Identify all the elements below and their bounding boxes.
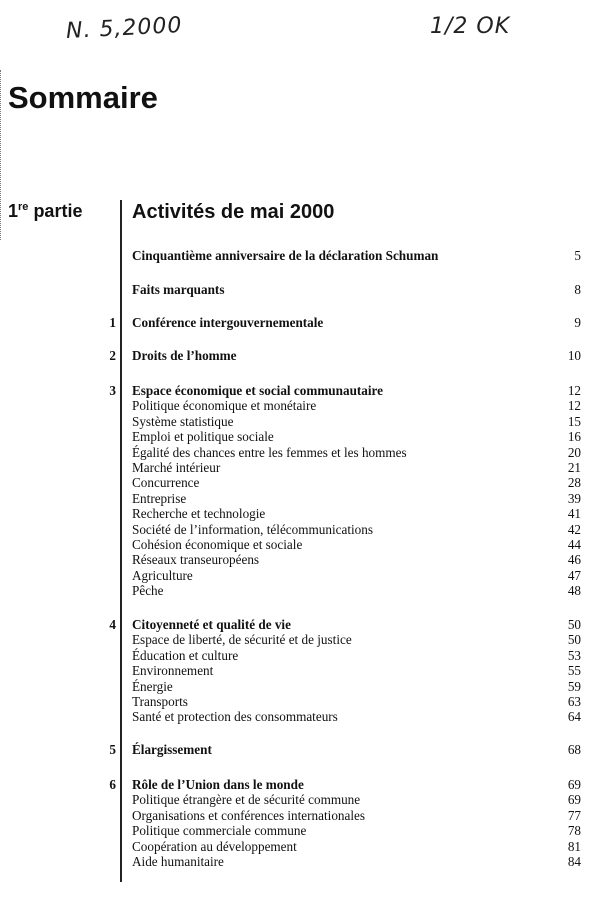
toc-entry-row[interactable] xyxy=(0,506,601,521)
toc-entry-label: Citoyenneté et qualité de vie xyxy=(132,617,291,632)
toc-page-number: 55 xyxy=(567,663,581,679)
toc-page-number: 9 xyxy=(574,315,581,330)
toc-entry-row[interactable] xyxy=(0,648,601,663)
toc-heading-row[interactable] xyxy=(0,315,601,330)
toc-entry-row[interactable] xyxy=(0,709,601,724)
toc-entry-row[interactable] xyxy=(0,792,601,807)
toc-page-number: 12 xyxy=(567,383,581,398)
toc-entry-label: Recherche et technologie xyxy=(132,506,266,522)
toc-entry-label: Politique économique et monétaire xyxy=(132,398,317,414)
toc-page-number: 84 xyxy=(567,853,581,869)
toc-entry-row[interactable] xyxy=(0,445,601,460)
toc-entry-label: Espace de liberté, de sécurité et de justice xyxy=(132,632,352,648)
toc-page-number: 63 xyxy=(567,693,581,709)
toc-entry-label: Élargissement xyxy=(132,742,212,757)
toc-entry-label: Santé et protection des consommateurs xyxy=(132,709,338,725)
toc-page-number: 46 xyxy=(567,552,581,568)
chapter-number: 1 xyxy=(109,315,116,330)
toc-entry-row[interactable] xyxy=(0,839,601,854)
toc-entry-row[interactable] xyxy=(0,537,601,552)
part-word: partie xyxy=(33,201,83,221)
chapter-number: 4 xyxy=(109,617,116,632)
toc-entry-label: Transports xyxy=(132,693,188,709)
toc-entry-row[interactable] xyxy=(0,679,601,694)
toc-entry-row[interactable] xyxy=(0,429,601,444)
toc-page-number: 42 xyxy=(567,521,581,537)
toc-page-number: 10 xyxy=(567,348,581,363)
chapter-number: 6 xyxy=(109,777,116,792)
binding-edge xyxy=(0,70,4,240)
toc-entry-label: Société de l’information, télécommunications xyxy=(132,521,373,537)
toc-entry-row[interactable] xyxy=(0,583,601,598)
toc-entry-label: Pêche xyxy=(132,583,164,599)
toc-entry-label: Aide humanitaire xyxy=(132,853,224,869)
toc-entry-label: Conférence intergouvernementale xyxy=(132,315,324,330)
toc-page-number: 21 xyxy=(567,459,581,475)
toc-entry-label: Éducation et culture xyxy=(132,647,239,663)
toc-entry-row[interactable] xyxy=(0,663,601,678)
toc-heading-row[interactable] xyxy=(0,383,601,398)
toc-entry-row[interactable] xyxy=(0,398,601,413)
toc-entry-label: Rôle de l’Union dans le monde xyxy=(132,777,304,792)
toc-entry-row[interactable] xyxy=(0,823,601,838)
toc-entry-row[interactable] xyxy=(0,491,601,506)
handwritten-annotation-left: N. 5,2000 xyxy=(65,12,183,45)
part-number: 1 xyxy=(8,201,19,221)
toc-page-number: 50 xyxy=(567,617,581,632)
toc-entry-label: Cinquantième anniversaire de la déclaration Schuman xyxy=(132,248,439,263)
toc-entry-label: Énergie xyxy=(132,678,173,694)
toc-page-number: 12 xyxy=(567,398,581,414)
toc-entry-label: Entreprise xyxy=(132,490,187,506)
toc-heading-row[interactable] xyxy=(0,617,601,632)
toc-page-number: 41 xyxy=(567,506,581,522)
toc-entry-label: Politique commerciale commune xyxy=(132,823,307,839)
toc-entry-row[interactable] xyxy=(0,632,601,647)
toc-heading-row[interactable] xyxy=(0,777,601,792)
toc-page-number: 77 xyxy=(567,807,581,823)
chapter-number: 2 xyxy=(109,348,116,363)
toc-page-number: 50 xyxy=(567,632,581,648)
toc-heading-row[interactable] xyxy=(0,282,601,297)
toc-entry-label: Système statistique xyxy=(132,413,234,429)
toc-entry-row[interactable] xyxy=(0,522,601,537)
toc-entry-label: Marché intérieur xyxy=(132,459,221,475)
toc-entry-label: Emploi et politique sociale xyxy=(132,429,274,445)
page-title: Sommaire xyxy=(8,80,158,115)
toc-heading-row[interactable] xyxy=(0,742,601,757)
toc-page-number: 68 xyxy=(567,742,581,757)
toc-heading-row[interactable] xyxy=(0,348,601,363)
toc-group xyxy=(0,282,601,297)
toc-page-number: 44 xyxy=(567,536,581,552)
toc-page-number: 28 xyxy=(567,475,581,491)
handwritten-annotation-right: 1/2 OK xyxy=(430,14,511,39)
toc-page-number: 64 xyxy=(567,709,581,725)
toc-entry-row[interactable] xyxy=(0,460,601,475)
toc-page-number: 81 xyxy=(567,838,581,854)
toc-page-number: 69 xyxy=(567,777,581,792)
toc-group xyxy=(0,777,601,869)
toc-group xyxy=(0,248,601,263)
toc-page-number: 8 xyxy=(574,282,581,297)
toc-entry-row[interactable] xyxy=(0,808,601,823)
toc-group xyxy=(0,742,601,757)
toc-page-number: 69 xyxy=(567,792,581,808)
toc-entry-row[interactable] xyxy=(0,414,601,429)
toc-page-number: 16 xyxy=(567,429,581,445)
toc-entry-label: Environnement xyxy=(132,663,214,679)
toc-page-number: 15 xyxy=(567,413,581,429)
toc-entry-label: Droits de l’homme xyxy=(132,348,237,363)
toc-page-number: 20 xyxy=(567,444,581,460)
toc-heading-row[interactable] xyxy=(0,248,601,263)
toc-entry-row[interactable] xyxy=(0,475,601,490)
toc-entry-label: Cohésion économique et sociale xyxy=(132,536,303,552)
toc-group xyxy=(0,315,601,330)
toc-page-number: 48 xyxy=(567,583,581,599)
section-title: Activités de mai 2000 xyxy=(132,201,335,223)
toc-entry-label: Réseaux transeuropéens xyxy=(132,552,260,568)
toc-entry-label: Agriculture xyxy=(132,567,193,583)
toc-group xyxy=(0,348,601,363)
part-suffix: re xyxy=(18,201,29,213)
toc-entry-row[interactable] xyxy=(0,854,601,869)
toc-group xyxy=(0,383,601,598)
toc-entry-label: Concurrence xyxy=(132,475,200,491)
toc-entry-label: Espace économique et social communautaire xyxy=(132,383,384,398)
toc-entry-row[interactable] xyxy=(0,694,601,709)
toc-entry-label: Organisations et conférences internationales xyxy=(132,807,366,823)
toc-entry-row[interactable] xyxy=(0,568,601,583)
toc-page-number: 39 xyxy=(567,490,581,506)
toc-page-number: 78 xyxy=(567,823,581,839)
toc-page-number: 53 xyxy=(567,647,581,663)
toc-entry-row[interactable] xyxy=(0,552,601,567)
toc-group xyxy=(0,617,601,725)
toc-entry-label: Politique étrangère et de sécurité commune xyxy=(132,792,361,808)
toc-page-number: 59 xyxy=(567,678,581,694)
toc-page-number: 5 xyxy=(574,248,581,263)
toc-page-number: 47 xyxy=(567,567,581,583)
chapter-number: 3 xyxy=(109,383,116,398)
toc-entry-label: Faits marquants xyxy=(132,282,225,297)
part-label xyxy=(8,201,82,222)
chapter-number: 5 xyxy=(109,742,116,757)
toc-entry-label: Égalité des chances entre les femmes et les hommes xyxy=(132,444,407,460)
toc-entry-label: Coopération au développement xyxy=(132,838,297,854)
